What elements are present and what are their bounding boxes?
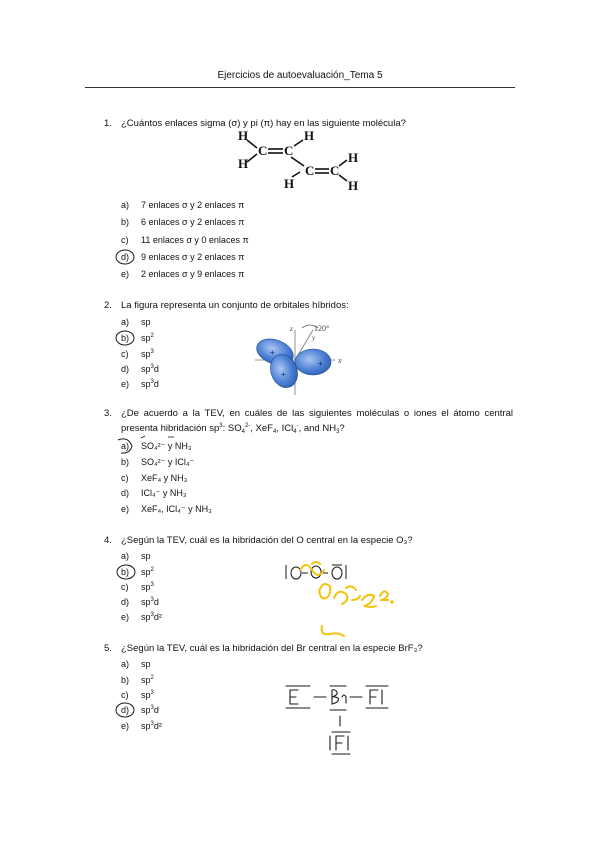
question-1-text: ¿Cuántos enlaces sigma (σ) y pi (π) hay en las siguiente molécula? bbox=[121, 118, 406, 129]
option-letter: b) bbox=[121, 675, 130, 685]
option-letter: a) bbox=[121, 317, 130, 327]
orbital-sign: + bbox=[318, 359, 323, 368]
option-c-text: $sp^3$ bbox=[141, 582, 154, 592]
option-c-text: XeF₄ y NH₃ bbox=[141, 473, 188, 483]
option-letter: e) bbox=[121, 504, 130, 514]
option-d-text: ICl₄⁻ y NH₃ bbox=[141, 488, 187, 498]
atom-h: H bbox=[238, 156, 249, 171]
atom-c: C bbox=[330, 163, 340, 178]
option-a-text: sp bbox=[141, 551, 151, 561]
option-letter: e) bbox=[121, 269, 130, 279]
option-letter: a) bbox=[121, 659, 130, 669]
atom-h: H bbox=[348, 178, 359, 193]
option-b-text: $sp^2$ bbox=[141, 333, 154, 343]
question-1-number: 1. bbox=[104, 118, 112, 129]
option-a-text: SO₄²⁻ y NH₃ bbox=[141, 441, 192, 451]
option-d-text: $sp^3d$ bbox=[141, 364, 159, 374]
question-3-text-line2: presenta hibridación $sp^3$: $SO_4^{2-}$, XeF$_4$, ICl$_4$-, and $NH_3$? bbox=[121, 423, 345, 435]
question-2-text: La figura representa un conjunto de orbitales híbridos: bbox=[121, 300, 349, 311]
option-letter: d) bbox=[121, 364, 130, 374]
option-letter: a) bbox=[121, 200, 130, 210]
answer-circle-q5-d bbox=[116, 703, 134, 717]
z-axis-label: z bbox=[290, 325, 293, 333]
question-4-number: 4. bbox=[104, 535, 112, 546]
x-axis-label: x bbox=[338, 356, 342, 365]
option-letter: c) bbox=[121, 235, 129, 245]
option-b-text: 6 enlaces σ y 2 enlaces π bbox=[141, 217, 245, 227]
option-e-text: $sp^3d$ bbox=[141, 379, 159, 389]
ozone-lewis-sketch bbox=[286, 565, 346, 579]
question-4-text: ¿Según la TEV, cuál es la hibridación del O central en la especie O₃? bbox=[121, 535, 413, 546]
option-letter: e) bbox=[121, 612, 130, 622]
option-b-text: SO₄²⁻ y ICl₄⁻ bbox=[141, 457, 195, 467]
question-5-text: ¿Según la TEV, cuál es la hibridación del Br central en la especie BrF₃? bbox=[121, 643, 423, 654]
option-letter: b) bbox=[121, 217, 130, 227]
option-letter: a) bbox=[121, 551, 130, 561]
option-e-text: 2 enlaces σ y 9 enlaces π bbox=[141, 269, 245, 279]
option-c-text: 11 enlaces σ y 0 enlaces π bbox=[141, 235, 249, 245]
option-letter: a) bbox=[121, 441, 130, 451]
option-d-text: 9 enlaces σ y 2 enlaces π bbox=[141, 252, 245, 262]
atom-h: H bbox=[238, 128, 249, 143]
y-axis-label: y bbox=[312, 334, 316, 342]
option-e-text: $sp^3d^2$ bbox=[141, 721, 162, 731]
option-letter: e) bbox=[121, 379, 130, 389]
option-letter: d) bbox=[121, 597, 130, 607]
answer-circle-q2-b bbox=[116, 331, 134, 345]
question-2-number: 2. bbox=[104, 300, 112, 311]
option-e-text: XeF₄, ICl₄⁻ y NH₃ bbox=[141, 504, 212, 514]
option-letter: c) bbox=[121, 690, 129, 700]
option-d-text: $sp^3d$ bbox=[141, 705, 159, 715]
page-title: Ejercicios de autoevaluación_Tema 5 bbox=[217, 70, 383, 81]
option-letter: e) bbox=[121, 721, 130, 731]
question-3-text-line1: ¿De acuerdo a la TEV, en cuáles de las siguientes moléculas o iones el átomo central bbox=[121, 408, 513, 419]
answer-circle-q4-b bbox=[117, 565, 135, 579]
atom-h: H bbox=[348, 150, 359, 165]
option-a-pen-marks bbox=[141, 436, 174, 438]
atom-c: C bbox=[305, 163, 315, 178]
answer-circle-q1-d bbox=[116, 250, 134, 264]
option-a-text: sp bbox=[141, 659, 151, 669]
option-c-text: $sp^3$ bbox=[141, 690, 154, 700]
option-b-text: $sp^2$ bbox=[141, 567, 154, 577]
option-c-text: $sp^3$ bbox=[141, 349, 154, 359]
option-e-text: $sp^3d^2$ bbox=[141, 612, 162, 622]
option-a-text: 7 enlaces σ y 2 enlaces π bbox=[141, 200, 245, 210]
atom-c: C bbox=[258, 143, 268, 158]
option-letter: d) bbox=[121, 252, 130, 262]
atom-h: H bbox=[304, 128, 315, 143]
option-d-text: $sp^3d$ bbox=[141, 597, 159, 607]
orbital-sign: + bbox=[270, 348, 275, 357]
question-3-number: 3. bbox=[104, 408, 112, 419]
option-a-text: sp bbox=[141, 317, 151, 327]
orbital-sign: + bbox=[281, 370, 286, 379]
answer-circle-q3-a bbox=[118, 439, 132, 453]
option-letter: b) bbox=[121, 333, 130, 343]
option-letter: b) bbox=[121, 567, 130, 577]
angle-label: 120° bbox=[314, 324, 330, 333]
atom-h: H bbox=[284, 176, 295, 191]
atom-c: C bbox=[284, 143, 294, 158]
brf3-lewis-sketch bbox=[286, 686, 388, 754]
question-5-number: 5. bbox=[104, 643, 112, 654]
option-letter: c) bbox=[121, 349, 129, 359]
option-b-text: $sp^2$ bbox=[141, 675, 154, 685]
option-letter: c) bbox=[121, 582, 129, 592]
option-letter: d) bbox=[121, 705, 130, 715]
option-letter: d) bbox=[121, 488, 130, 498]
option-letter: b) bbox=[121, 457, 130, 467]
option-letter: c) bbox=[121, 473, 129, 483]
